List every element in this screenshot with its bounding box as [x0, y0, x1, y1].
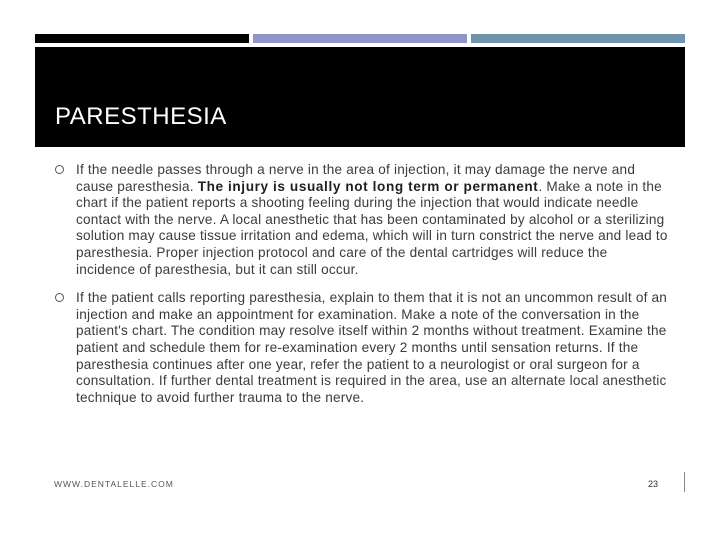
accent-bar-black [35, 34, 249, 43]
accent-bar-lavender [253, 34, 467, 43]
bullet-text [76, 162, 669, 278]
bullet-text-part: If the needle passes through a nerve in the area of injection, it may damage the nerve and cause paresthesia. [76, 162, 636, 194]
bullet-text: If the patient calls reporting paresthesia, explain to them that it is not an uncommon result of an injection and make an appointment for examination. Make a note of the conversation in the patient's chart. The condition may resolve itself within 2 months without treatment. Examine the patient and schedule them for re-examination every 2 months until sensation returns. If the paresthesia continues after one year, refer the patient to a neurologist or oral surgeon for a consultation. If further dental treatment is required in the area, use an alternate local anesthetic technique to avoid further trauma to the nerve. [76, 290, 668, 405]
bullet-text-part: . Make a note in the chart if the patient reports a shooting feeling during the injection that would indicate needle contact with the nerve. A local anesthetic that has been contaminated by alcohol or a sterilizing solution may cause tissue irritation and edema, which will in turn constrict the nerve and lead to paresthesia. Proper injection protocol and care of the dental cartridges will reduce the incidence of paresthesia, but it can still occur. [76, 178, 668, 277]
slide-content [54, 162, 669, 418]
bullet-bold-text: The injury is usually not long term or permanent [197, 178, 539, 194]
page-number: 23 [648, 479, 659, 489]
title-band [35, 47, 685, 147]
footer-divider [684, 472, 685, 492]
accent-bar-blue [471, 34, 685, 43]
bullet-item [54, 162, 669, 278]
bullet-item [54, 290, 669, 406]
footer-website: WWW.DENTALELLE.COM [54, 479, 174, 489]
slide-title: PARESTHESIA [55, 103, 227, 130]
circle-bullet-icon [55, 293, 64, 302]
circle-bullet-icon [55, 165, 64, 174]
